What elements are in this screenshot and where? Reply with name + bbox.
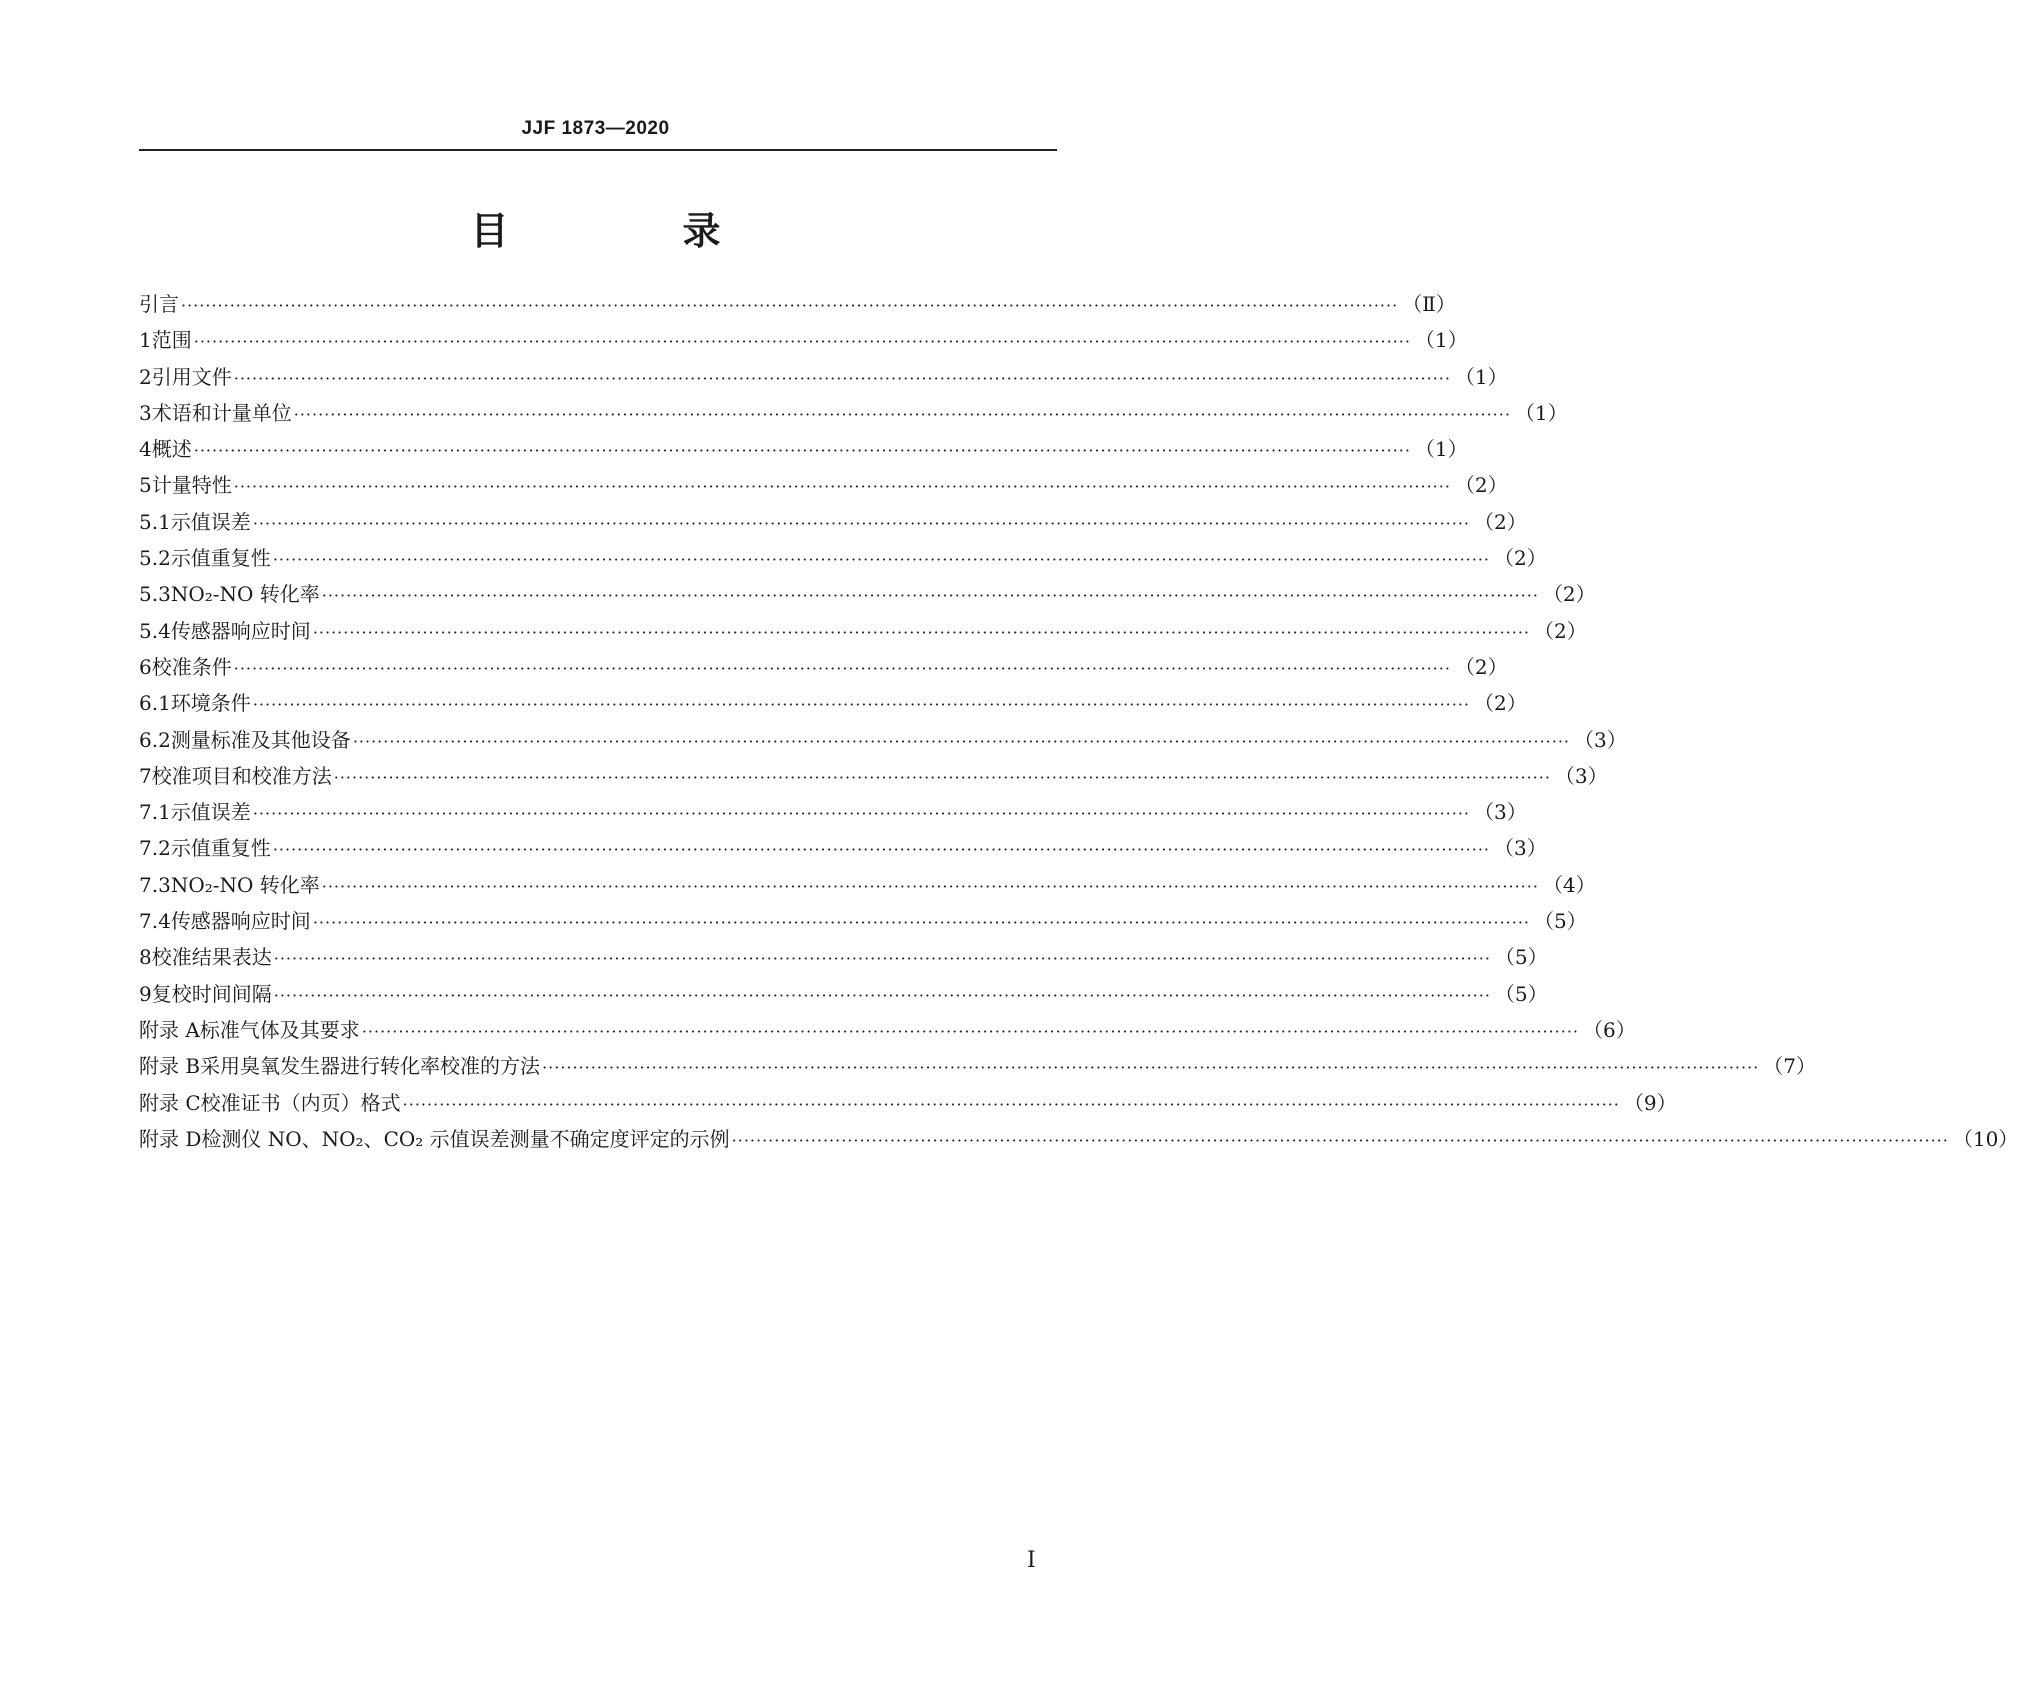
toc-entry[interactable] xyxy=(139,1123,2018,1159)
toc-entry-number: 9 xyxy=(139,981,152,1006)
toc-entry-page: （1） xyxy=(1514,400,1568,425)
toc-leader-dots: ········································································································································································································ xyxy=(273,985,1491,1005)
toc-entry-label: 标准气体及其要求 xyxy=(199,1017,360,1042)
toc-entry[interactable] xyxy=(139,361,1508,397)
toc-entry-page: （1） xyxy=(1454,364,1508,389)
toc-entry-number: 5.1 xyxy=(139,509,171,534)
toc-leader-dots: ········································································································································································································ xyxy=(252,695,1470,715)
toc-entry[interactable] xyxy=(139,905,1587,941)
toc-entry-number: 附录 B xyxy=(139,1054,201,1079)
toc-leader-dots: ········································································································································································································ xyxy=(193,332,1411,352)
toc-entry-page: （5） xyxy=(1494,981,1548,1006)
toc-entry-label: 示值误差 xyxy=(170,800,251,825)
toc-leader-dots: ········································································································································································································ xyxy=(352,731,1570,751)
toc-entry-label: 校准证书（内页）格式 xyxy=(200,1090,401,1115)
toc-entry-number: 3 xyxy=(139,400,152,425)
toc-entry-page: （5） xyxy=(1494,945,1548,970)
toc-leader-dots: ········································································································································································································ xyxy=(402,1094,1620,1114)
toc-entry[interactable] xyxy=(139,832,1547,868)
toc-leader-dots: ········································································································································································································ xyxy=(272,550,1490,570)
toc-entry-page: （1） xyxy=(1414,437,1468,462)
toc-entry[interactable] xyxy=(139,941,1548,977)
toc-entry[interactable] xyxy=(139,615,1587,651)
toc-entry-label: 示值重复性 xyxy=(170,546,271,571)
toc-entry[interactable] xyxy=(139,542,1547,578)
toc-entry-label: 检测仪 NO、NO₂、CO₂ 示值误差测量不确定度评定的示例 xyxy=(201,1126,730,1151)
toc-entry-number: 2 xyxy=(139,364,152,389)
toc-leader-dots: ········································································································································································································ xyxy=(293,404,1511,424)
toc-entry-page: （2） xyxy=(1534,618,1587,643)
toc-leader-dots: ········································································································································································································ xyxy=(321,586,1539,606)
toc-entry-page: （3） xyxy=(1474,800,1527,825)
toc-entry-number: 7.3 xyxy=(139,872,171,897)
toc-leader-dots: ········································································································································································································ xyxy=(333,767,1551,787)
toc-entry-number: 6 xyxy=(139,654,152,679)
toc-entry-number: 8 xyxy=(139,945,152,970)
toc-entry-number: 6.1 xyxy=(139,691,171,716)
toc-leader-dots: ········································································································································································································ xyxy=(312,913,1530,933)
toc-entry[interactable] xyxy=(139,651,1508,687)
toc-leader-dots: ········································································································································································································ xyxy=(312,622,1530,642)
toc-entry-page: （3） xyxy=(1554,763,1608,788)
toc-entry-number: 附录 A xyxy=(139,1017,200,1042)
toc-leader-dots: ········································································································································································································ xyxy=(272,840,1490,860)
page-number: I xyxy=(1027,1548,1036,1573)
toc-entry-number: 5 xyxy=(139,473,152,498)
toc-entry[interactable] xyxy=(139,687,1527,723)
toc-entry-page: （2） xyxy=(1474,691,1527,716)
toc-leader-dots: ········································································································································································································ xyxy=(233,658,1451,678)
toc-entry-label: 测量标准及其他设备 xyxy=(170,727,351,752)
toc-entry[interactable] xyxy=(139,578,1596,614)
toc-entry-page: （6） xyxy=(1583,1017,1636,1042)
toc-leader-dots: ········································································································································································································ xyxy=(361,1021,1579,1041)
toc-entry-label: 校准结果表达 xyxy=(151,945,272,970)
toc-entry-page: （1） xyxy=(1414,328,1468,353)
toc-entry-number: 5.2 xyxy=(139,546,171,571)
toc-entry[interactable] xyxy=(139,724,1627,760)
toc-entry-label: 环境条件 xyxy=(170,691,251,716)
toc-entry-page: （9） xyxy=(1623,1090,1677,1115)
toc-entry-number: 5.4 xyxy=(139,618,171,643)
toc-entry-page: （2） xyxy=(1454,473,1508,498)
toc-entry-label: NO₂-NO 转化率 xyxy=(170,582,320,607)
toc-entry[interactable] xyxy=(139,1050,1816,1086)
toc-entry[interactable] xyxy=(139,397,1568,433)
toc-entry-page: （2） xyxy=(1494,546,1547,571)
toc-entry-number: 7.4 xyxy=(139,909,171,934)
toc-entry-page: （Ⅱ） xyxy=(1402,292,1456,316)
toc-entry-label: 概述 xyxy=(151,437,192,462)
header-rule xyxy=(139,149,1057,151)
toc-leader-dots: ········································································································································································································ xyxy=(181,296,1399,315)
toc-entry-label: 术语和计量单位 xyxy=(151,400,292,425)
toc-entry-label: 计量特性 xyxy=(151,473,232,498)
toc-entry-page: （3） xyxy=(1574,727,1627,752)
toc-entry-page: （5） xyxy=(1534,909,1587,934)
toc-entry-number: 1 xyxy=(139,328,152,353)
toc-entry[interactable] xyxy=(139,1087,1677,1123)
page-title: 目 录 xyxy=(470,209,789,253)
toc-entry[interactable] xyxy=(139,506,1527,542)
toc-entry-page: （10） xyxy=(1952,1126,2018,1151)
toc-entry-label: 校准项目和校准方法 xyxy=(151,763,332,788)
toc-leader-dots: ········································································································································································································ xyxy=(233,368,1451,388)
toc-entry-number: 5.3 xyxy=(139,582,171,607)
toc-entry[interactable] xyxy=(139,760,1608,796)
toc-entry-number: 7.2 xyxy=(139,836,171,861)
toc-entry-page: （4） xyxy=(1542,872,1596,897)
toc-entry-number: 7 xyxy=(139,763,152,788)
toc-leader-dots: ········································································································································································································ xyxy=(252,804,1470,824)
toc-entry-page: （7） xyxy=(1763,1054,1816,1079)
toc-leader-dots: ········································································································································································································ xyxy=(542,1058,1760,1078)
toc-entry-label: 示值重复性 xyxy=(170,836,271,861)
toc-entry-page: （3） xyxy=(1494,836,1547,861)
toc-entry-number: 4 xyxy=(139,437,152,462)
toc-entry-label: 采用臭氧发生器进行转化率校准的方法 xyxy=(200,1054,541,1079)
toc-entry-number: 7.1 xyxy=(139,800,171,825)
toc-entry[interactable] xyxy=(139,288,1456,324)
toc-leader-dots: ········································································································································································································ xyxy=(321,876,1539,896)
toc-entry[interactable] xyxy=(139,796,1527,832)
toc-entry-label: 引言 xyxy=(139,292,179,316)
toc-entry-number: 6.2 xyxy=(139,727,171,752)
toc-entry-label: 传感器响应时间 xyxy=(170,909,311,934)
toc-entry-page: （2） xyxy=(1474,509,1527,534)
toc-leader-dots: ········································································································································································································ xyxy=(233,477,1451,497)
toc-entry-label: 复校时间间隔 xyxy=(151,981,272,1006)
toc-entry-label: 范围 xyxy=(151,328,192,353)
toc-entry-number: 附录 D xyxy=(139,1126,202,1151)
toc-entry-page: （2） xyxy=(1454,654,1508,679)
toc-leader-dots: ········································································································································································································ xyxy=(193,441,1411,461)
toc-leader-dots: ········································································································································································································ xyxy=(731,1130,1949,1150)
toc-entry-label: NO₂-NO 转化率 xyxy=(170,872,320,897)
toc-entry[interactable] xyxy=(139,433,1468,469)
table-of-contents xyxy=(139,288,2018,1159)
toc-leader-dots: ········································································································································································································ xyxy=(273,949,1491,969)
toc-entry[interactable] xyxy=(139,1014,1636,1050)
toc-entry[interactable] xyxy=(139,469,1508,505)
toc-entry-label: 引用文件 xyxy=(151,364,232,389)
toc-entry-label: 传感器响应时间 xyxy=(170,618,311,643)
toc-entry[interactable] xyxy=(139,869,1596,905)
toc-entry[interactable] xyxy=(139,324,1468,360)
toc-entry-page: （2） xyxy=(1542,582,1596,607)
toc-entry-number: 附录 C xyxy=(139,1090,201,1115)
document-code: JJF 1873—2020 xyxy=(521,118,670,139)
toc-entry-label: 校准条件 xyxy=(151,654,232,679)
toc-leader-dots: ········································································································································································································ xyxy=(252,513,1470,533)
toc-entry-label: 示值误差 xyxy=(170,509,251,534)
toc-entry[interactable] xyxy=(139,978,1548,1014)
